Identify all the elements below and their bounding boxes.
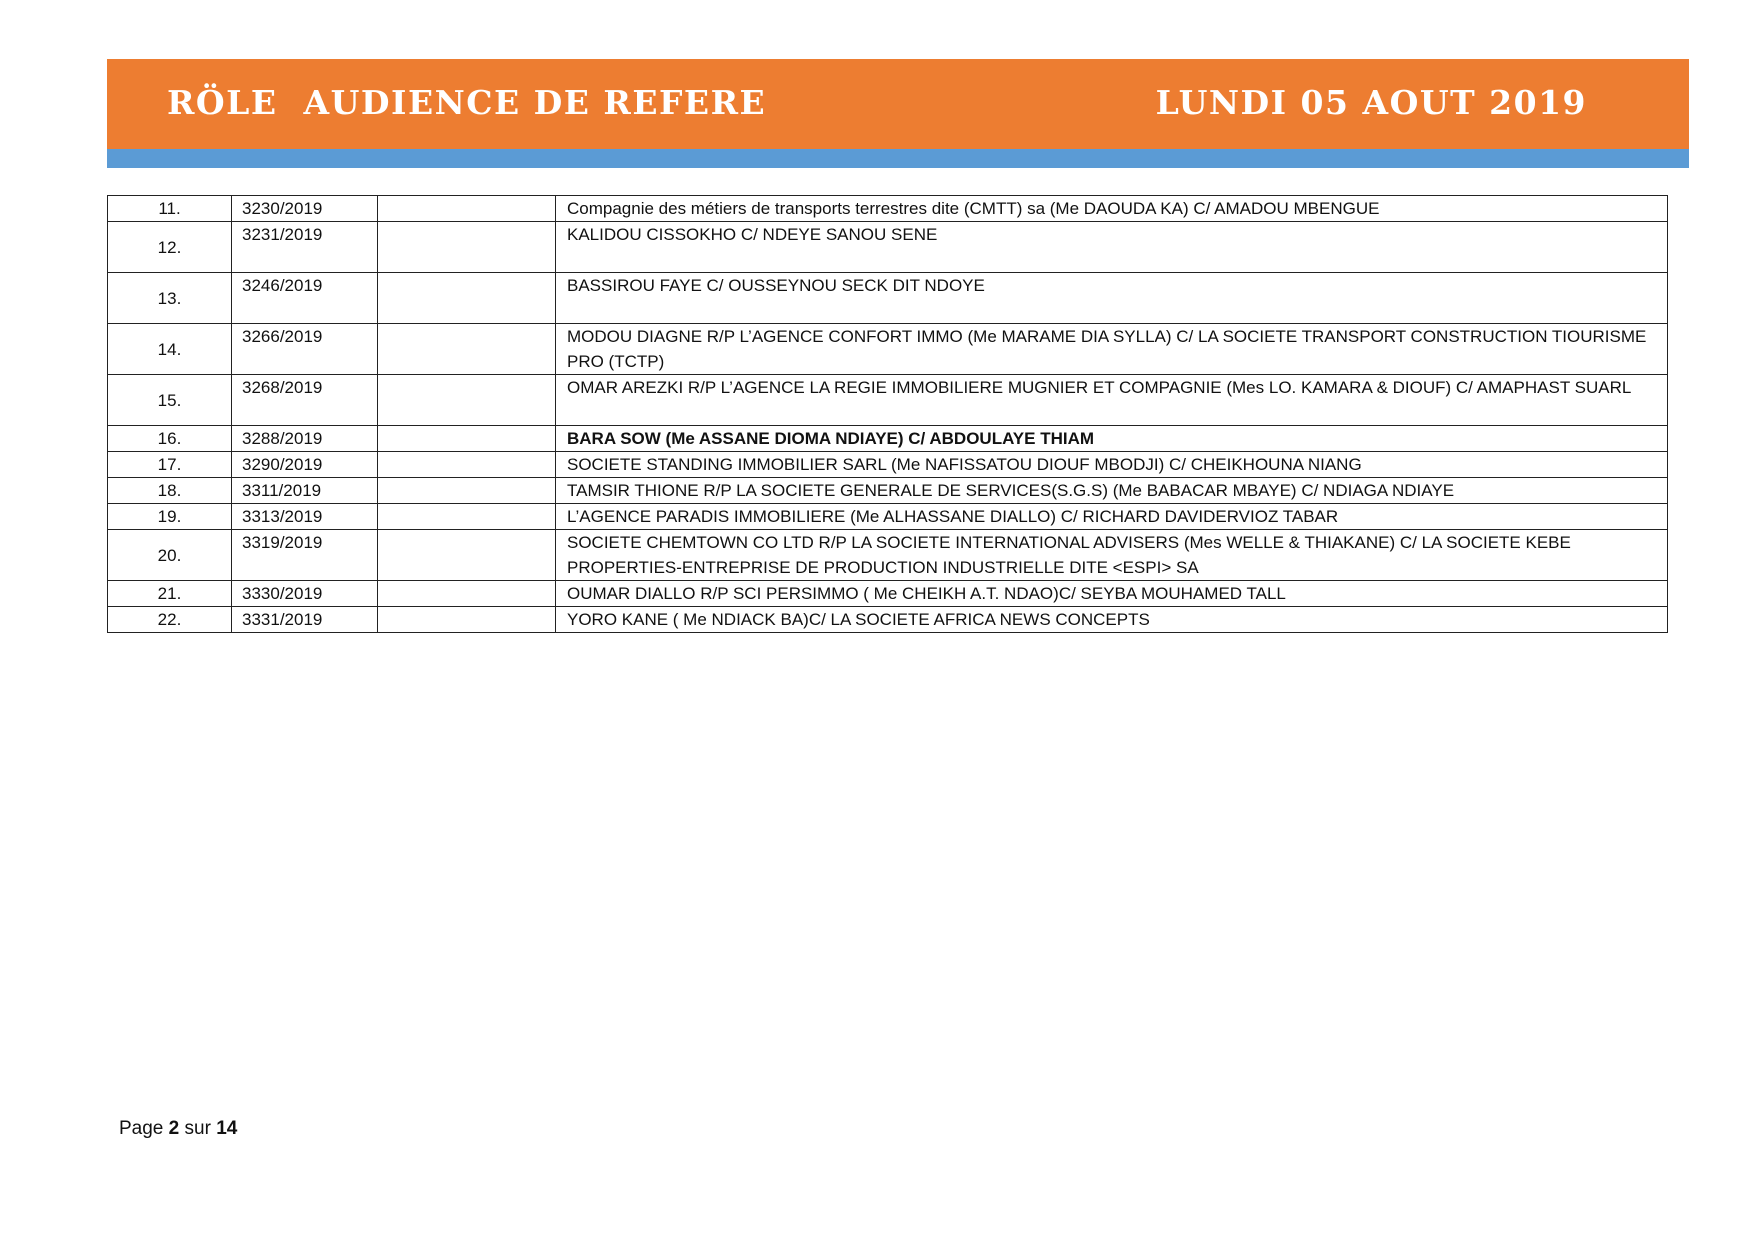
row-number: 13.: [108, 273, 232, 324]
page-total: 14: [216, 1118, 238, 1139]
case-parties: SOCIETE CHEMTOWN CO LTD R/P LA SOCIETE INTERNATIONAL ADVISERS (Mes WELLE & THIAKANE) C/ LA SOCIETE KEBE PROPERTIES-ENTREPRISE DE PRODUCTION INDUSTRIELLE DITE <ESPI> SA: [556, 530, 1668, 581]
case-reference: 3266/2019: [232, 324, 378, 375]
blank-cell: [378, 375, 556, 426]
blank-cell: [378, 530, 556, 581]
table-row: [108, 273, 1668, 324]
page-of-label: sur: [184, 1118, 211, 1139]
case-table: [107, 195, 1668, 633]
case-parties: BARA SOW (Me ASSANE DIOMA NDIAYE) C/ ABDOULAYE THIAM: [556, 426, 1668, 452]
row-number: 21.: [108, 581, 232, 607]
case-reference: 3288/2019: [232, 426, 378, 452]
header-blue-band: [107, 149, 1689, 168]
row-number: 16.: [108, 426, 232, 452]
case-parties: YORO KANE ( Me NDIACK BA)C/ LA SOCIETE AFRICA NEWS CONCEPTS: [556, 607, 1668, 633]
case-reference: 3313/2019: [232, 504, 378, 530]
case-parties: BASSIROU FAYE C/ OUSSEYNOU SECK DIT NDOYE: [556, 273, 1668, 324]
case-parties: OUMAR DIALLO R/P SCI PERSIMMO ( Me CHEIKH A.T. NDAO)C/ SEYBA MOUHAMED TALL: [556, 581, 1668, 607]
case-parties: OMAR AREZKI R/P L’AGENCE LA REGIE IMMOBILIERE MUGNIER ET COMPAGNIE (Mes LO. KAMARA & DIOUF) C/ AMAPHAST SUARL: [556, 375, 1668, 426]
blank-cell: [378, 581, 556, 607]
table-row: [108, 375, 1668, 426]
case-reference: 3231/2019: [232, 222, 378, 273]
row-number: 11.: [108, 196, 232, 222]
blank-cell: [378, 273, 556, 324]
case-reference: 3230/2019: [232, 196, 378, 222]
blank-cell: [378, 452, 556, 478]
blank-cell: [378, 478, 556, 504]
page-label: Page: [119, 1118, 164, 1139]
case-parties: TAMSIR THIONE R/P LA SOCIETE GENERALE DE SERVICES(S.G.S) (Me BABACAR MBAYE) C/ NDIAGA NDIAYE: [556, 478, 1668, 504]
row-number: 22.: [108, 607, 232, 633]
table-row: [108, 324, 1668, 375]
case-parties: Compagnie des métiers de transports terrestres dite (CMTT) sa (Me DAOUDA KA) C/ AMADOU MBENGUE: [556, 196, 1668, 222]
table-row: [108, 478, 1668, 504]
row-number: 12.: [108, 222, 232, 273]
table-row: [108, 530, 1668, 581]
table-row: [108, 426, 1668, 452]
table-row: [108, 607, 1668, 633]
blank-cell: [378, 222, 556, 273]
table-row: [108, 581, 1668, 607]
document-title: RÖLE AUDIENCE DE REFERE: [167, 83, 767, 122]
case-parties: L’AGENCE PARADIS IMMOBILIERE (Me ALHASSANE DIALLO) C/ RICHARD DAVIDERVIOZ TABAR: [556, 504, 1668, 530]
table-row: [108, 452, 1668, 478]
row-number: 17.: [108, 452, 232, 478]
row-number: 14.: [108, 324, 232, 375]
page-footer: [119, 1118, 237, 1140]
table-row: [108, 222, 1668, 273]
header-banner: [107, 59, 1689, 149]
row-number: 18.: [108, 478, 232, 504]
case-table-container: [107, 195, 1667, 633]
table-row: [108, 196, 1668, 222]
case-reference: 3319/2019: [232, 530, 378, 581]
case-reference: 3311/2019: [232, 478, 378, 504]
blank-cell: [378, 196, 556, 222]
blank-cell: [378, 504, 556, 530]
case-reference: 3330/2019: [232, 581, 378, 607]
row-number: 19.: [108, 504, 232, 530]
row-number: 20.: [108, 530, 232, 581]
case-reference: 3331/2019: [232, 607, 378, 633]
case-parties: MODOU DIAGNE R/P L’AGENCE CONFORT IMMO (Me MARAME DIA SYLLA) C/ LA SOCIETE TRANSPORT CONSTRUCTION TIOURISME PRO (TCTP): [556, 324, 1668, 375]
table-row: [108, 504, 1668, 530]
case-parties: KALIDOU CISSOKHO C/ NDEYE SANOU SENE: [556, 222, 1668, 273]
blank-cell: [378, 324, 556, 375]
page-current: 2: [168, 1118, 180, 1139]
case-parties: SOCIETE STANDING IMMOBILIER SARL (Me NAFISSATOU DIOUF MBODJI) C/ CHEIKHOUNA NIANG: [556, 452, 1668, 478]
case-reference: 3246/2019: [232, 273, 378, 324]
case-reference: 3268/2019: [232, 375, 378, 426]
case-reference: 3290/2019: [232, 452, 378, 478]
blank-cell: [378, 607, 556, 633]
hearing-date: LUNDI 05 AOUT 2019: [1155, 83, 1587, 122]
row-number: 15.: [108, 375, 232, 426]
blank-cell: [378, 426, 556, 452]
